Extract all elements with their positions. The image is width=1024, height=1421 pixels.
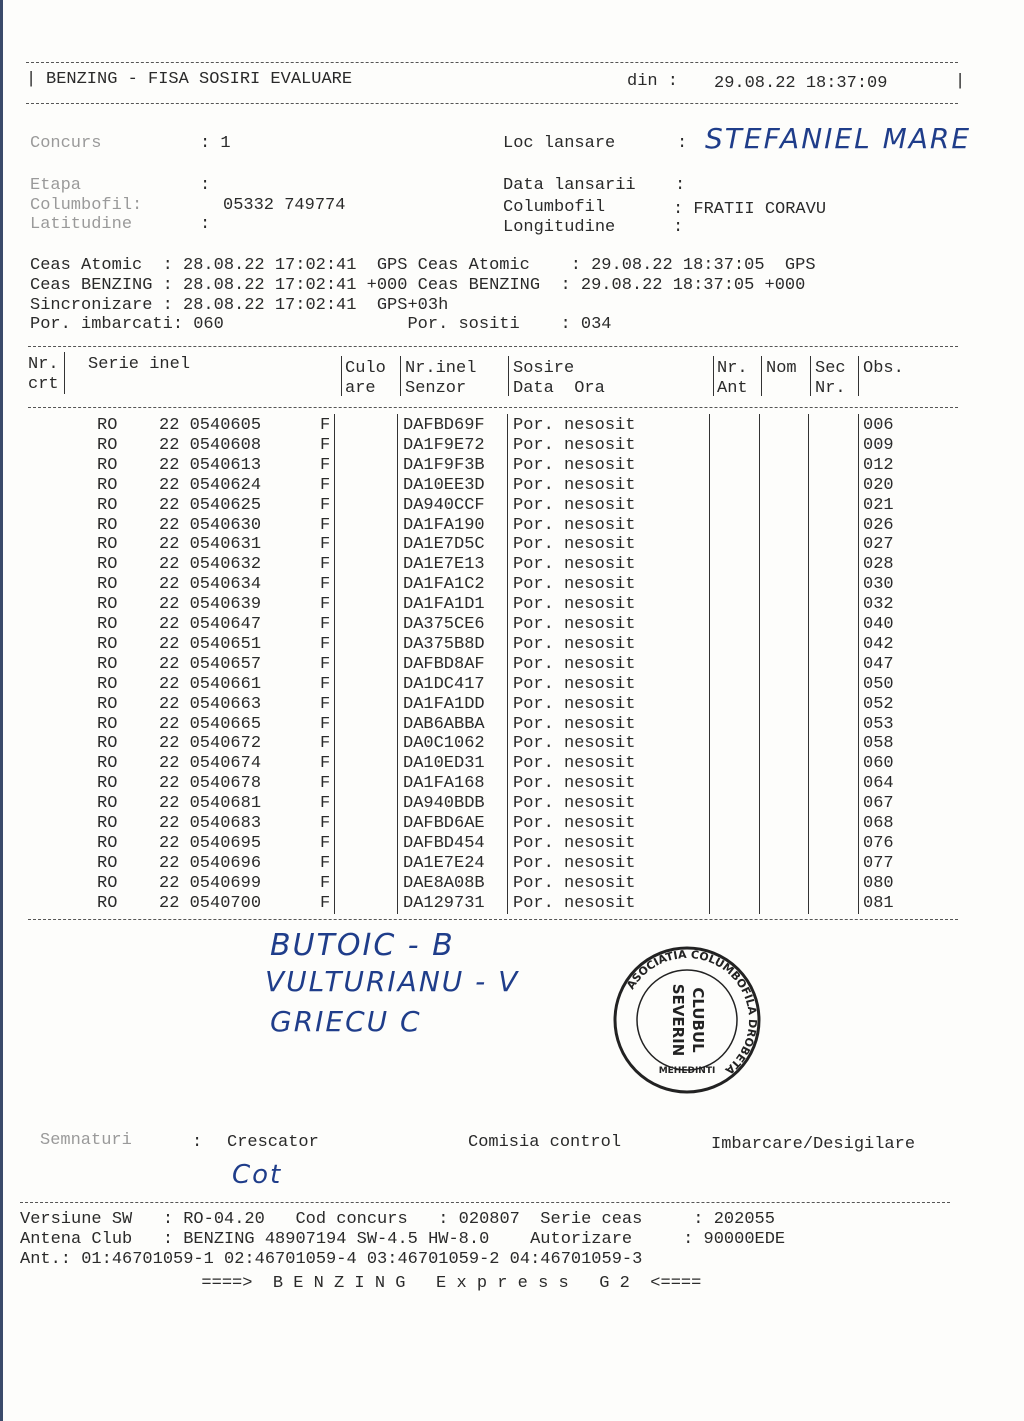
table-cell-arrival-status: Por. nesosit: [513, 833, 636, 853]
club-stamp: [612, 945, 762, 1095]
divider: [28, 919, 958, 920]
table-cell-country: RO: [97, 475, 118, 495]
table-cell-country: RO: [97, 435, 118, 455]
table-cell-sensor-id: DA1F9F3B: [403, 455, 485, 475]
table-cell-sensor-id: DA375CE6: [403, 615, 485, 634]
table-cell-sex: F: [320, 774, 331, 794]
table-cell-ring-series: 22 0540696: [159, 853, 262, 873]
table-cell-obs: 077: [863, 853, 894, 873]
semnaturi-colon: :: [192, 1133, 203, 1152]
table-cell-sensor-id: DAB6ABBA: [403, 714, 485, 734]
table-cell-sex: F: [320, 654, 331, 674]
table-cell-ring-series: 22 0540700: [159, 893, 262, 913]
table-cell-sensor-id: DA1FA1C2: [403, 575, 485, 595]
column-line: [858, 356, 859, 396]
table-cell-ring-series: 22 0540634: [159, 575, 262, 595]
table-cell-sensor-id: DA1FA1DD: [403, 694, 485, 714]
table-cell-arrival-status: Por. nesosit: [513, 814, 636, 833]
table-cell-arrival-status: Por. nesosit: [513, 575, 636, 595]
table-cell-arrival-status: Por. nesosit: [513, 515, 636, 535]
table-cell-sex: F: [320, 833, 331, 853]
table-cell-arrival-status: Por. nesosit: [513, 873, 636, 893]
column-line: [397, 414, 398, 914]
table-cell-sensor-id: DA1FA168: [403, 774, 485, 794]
concurs-label: Concurs: [30, 134, 102, 153]
column-line: [334, 414, 335, 914]
table-cell-ring-series: 22 0540699: [159, 873, 262, 893]
table-cell-obs: 058: [863, 734, 894, 754]
data-lansarii-label: Data lansarii: [503, 176, 636, 195]
table-cell-sex: F: [320, 794, 331, 814]
column-line: [761, 356, 762, 396]
table-cell-sensor-id: DA1DC417: [403, 674, 485, 694]
table-cell-country: RO: [97, 734, 118, 754]
latitudine-label: Latitudine: [30, 215, 133, 234]
table-cell-sensor-id: DA129731: [403, 893, 485, 913]
table-cell-sex: F: [320, 475, 331, 495]
header-nr-ant-2: Ant: [717, 379, 748, 398]
columbofil-value: : FRATII CORAVU: [673, 200, 827, 219]
header-are: are: [345, 379, 376, 398]
table-cell-sensor-id: DAFBD454: [403, 833, 485, 853]
table-cell-country: RO: [97, 495, 118, 515]
columbofil-code-value: 05332 749774: [223, 196, 346, 215]
table-cell-ring-series: 22 0540695: [159, 833, 262, 853]
table-cell-arrival-status: Por. nesosit: [513, 555, 636, 575]
column-line: [508, 356, 509, 396]
table-cell-sensor-id: DAE8A08B: [403, 873, 485, 893]
clock-line-atomic: Ceas Atomic : 28.08.22 17:02:41 GPS Ceas Atomic : 29.08.22 18:37:05 GPS: [30, 256, 816, 275]
table-cell-sex: F: [320, 575, 331, 595]
table-cell-obs: 021: [863, 495, 894, 515]
table-cell-obs: 040: [863, 615, 894, 634]
table-cell-sex: F: [320, 674, 331, 694]
etapa-label: Etapa: [30, 176, 82, 195]
table-cell-arrival-status: Por. nesosit: [513, 435, 636, 455]
table-cell-sex: F: [320, 873, 331, 893]
table-cell-ring-series: 22 0540605: [159, 416, 262, 435]
table-cell-obs: 076: [863, 833, 894, 853]
column-line: [808, 414, 809, 914]
table-cell-sensor-id: DA10ED31: [403, 754, 485, 774]
table-cell-ring-series: 22 0540657: [159, 654, 262, 674]
column-line: [400, 356, 401, 396]
table-cell-arrival-status: Por. nesosit: [513, 714, 636, 734]
table-cell-ring-series: 22 0540651: [159, 634, 262, 654]
table-cell-obs: 060: [863, 754, 894, 774]
imbarcare-label: Imbarcare/Desigilare: [711, 1135, 916, 1154]
clock-line-benzing: Ceas BENZING : 28.08.22 17:02:41 +000 Ceas BENZING : 29.08.22 18:37:05 +000: [30, 276, 806, 295]
table-cell-obs: 042: [863, 634, 894, 654]
table-cell-country: RO: [97, 555, 118, 575]
table-cell-obs: 027: [863, 535, 894, 555]
column-line: [341, 356, 342, 396]
handwritten-note: GRIECU C: [270, 1005, 422, 1038]
table-cell-country: RO: [97, 416, 118, 435]
table-cell-ring-series: 22 0540681: [159, 794, 262, 814]
table-cell-sex: F: [320, 416, 331, 435]
table-cell-sensor-id: DA10EE3D: [403, 475, 485, 495]
table-cell-country: RO: [97, 515, 118, 535]
comisia-control-label: Comisia control: [468, 1133, 622, 1152]
table-cell-ring-series: 22 0540608: [159, 435, 262, 455]
table-cell-arrival-status: Por. nesosit: [513, 893, 636, 913]
table-cell-sex: F: [320, 634, 331, 654]
table-cell-arrival-status: Por. nesosit: [513, 495, 636, 515]
table-cell-ring-series: 22 0540674: [159, 754, 262, 774]
footer-line-ant: Ant.: 01:46701059-1 02:46701059-4 03:46701059-2 04:46701059-3: [20, 1250, 643, 1269]
table-cell-obs: 050: [863, 674, 894, 694]
table-cell-obs: 052: [863, 694, 894, 714]
footer-line-antenna: Antena Club : BENZING 48907194 SW-4.5 HW-8.0 Autorizare : 90000EDE: [20, 1230, 786, 1249]
header-nr: Nr.: [28, 355, 59, 374]
column-line: [507, 414, 508, 914]
table-cell-sex: F: [320, 615, 331, 634]
latitudine-value: :: [200, 215, 211, 234]
table-cell-sex: F: [320, 455, 331, 475]
table-cell-ring-series: 22 0540661: [159, 674, 262, 694]
crescator-signature: Cot: [232, 1160, 283, 1190]
table-cell-sensor-id: DAFBD8AF: [403, 654, 485, 674]
table-cell-ring-series: 22 0540683: [159, 814, 262, 833]
header-culo: Culo: [345, 359, 386, 378]
table-cell-obs: 068: [863, 814, 894, 833]
table-cell-country: RO: [97, 455, 118, 475]
column-line: [759, 414, 760, 914]
table-cell-obs: 067: [863, 794, 894, 814]
stamp-outer-text: ASOCIATIA COLUMBOFILA DROBETA: [624, 947, 760, 1078]
divider: [26, 62, 958, 63]
table-cell-country: RO: [97, 615, 118, 634]
table-cell-country: RO: [97, 814, 118, 833]
table-cell-sensor-id: DA375B8D: [403, 634, 485, 654]
table-cell-sensor-id: DA1E7E24: [403, 853, 485, 873]
data-lansarii-value: :: [675, 176, 686, 195]
din-label: din :: [627, 72, 679, 91]
table-cell-arrival-status: Por. nesosit: [513, 416, 636, 435]
table-cell-obs: 081: [863, 893, 894, 913]
table-cell-sex: F: [320, 714, 331, 734]
table-cell-sex: F: [320, 734, 331, 754]
divider: [28, 346, 958, 347]
table-cell-arrival-status: Por. nesosit: [513, 535, 636, 555]
table-cell-ring-series: 22 0540639: [159, 595, 262, 615]
table-cell-arrival-status: Por. nesosit: [513, 674, 636, 694]
table-cell-arrival-status: Por. nesosit: [513, 634, 636, 654]
table-cell-ring-series: 22 0540632: [159, 555, 262, 575]
loc-lansare-colon: :: [677, 134, 688, 153]
table-cell-country: RO: [97, 535, 118, 555]
table-cell-obs: 030: [863, 575, 894, 595]
table-cell-sex: F: [320, 595, 331, 615]
columbofil-label: Columbofil: [503, 198, 606, 217]
header-senzor: Senzor: [405, 379, 467, 398]
divider: [28, 407, 958, 408]
table-cell-sex: F: [320, 814, 331, 833]
header-serie-inel: Serie inel: [88, 355, 191, 374]
table-cell-ring-series: 22 0540678: [159, 774, 262, 794]
table-cell-obs: 006: [863, 416, 894, 435]
table-cell-obs: 053: [863, 714, 894, 734]
column-line: [858, 414, 859, 914]
etapa-value: :: [200, 176, 211, 195]
table-cell-obs: 012: [863, 455, 894, 475]
column-line: [810, 356, 811, 396]
stamp-inner-1: CLUBUL: [689, 987, 707, 1053]
table-cell-obs: 047: [863, 654, 894, 674]
divider: [20, 1202, 950, 1203]
table-cell-arrival-status: Por. nesosit: [513, 455, 636, 475]
table-cell-obs: 064: [863, 774, 894, 794]
box-edge: |: [955, 72, 966, 91]
table-cell-ring-series: 22 0540625: [159, 495, 262, 515]
table-cell-country: RO: [97, 774, 118, 794]
table-cell-sensor-id: DA1F9E72: [403, 435, 485, 455]
scan-edge: [0, 0, 3, 1421]
table-cell-arrival-status: Por. nesosit: [513, 774, 636, 794]
table-cell-ring-series: 22 0540647: [159, 615, 262, 634]
column-line: [64, 352, 65, 394]
clock-line-sync: Sincronizare : 28.08.22 17:02:41 GPS+03h: [30, 296, 449, 315]
header-sosire: Sosire: [513, 359, 575, 378]
table-cell-obs: 026: [863, 515, 894, 535]
table-cell-ring-series: 22 0540631: [159, 535, 262, 555]
table-cell-country: RO: [97, 893, 118, 913]
loc-lansare-label: Loc lansare: [503, 134, 616, 153]
table-cell-sensor-id: DAFBD69F: [403, 416, 485, 435]
table-cell-country: RO: [97, 853, 118, 873]
box-edge: |: [26, 70, 37, 89]
longitudine-value: :: [673, 218, 684, 237]
table-cell-obs: 020: [863, 475, 894, 495]
table-cell-arrival-status: Por. nesosit: [513, 654, 636, 674]
document-title: BENZING - FISA SOSIRI EVALUARE: [46, 70, 353, 89]
table-cell-obs: 032: [863, 595, 894, 615]
table-cell-country: RO: [97, 794, 118, 814]
table-cell-sensor-id: DA0C1062: [403, 734, 485, 754]
stamp-bottom-text: MEHEDINTI: [658, 1066, 716, 1076]
table-cell-sex: F: [320, 754, 331, 774]
table-cell-sex: F: [320, 535, 331, 555]
longitudine-label: Longitudine: [503, 218, 616, 237]
table-cell-ring-series: 22 0540665: [159, 714, 262, 734]
table-cell-sensor-id: DA1E7D5C: [403, 535, 485, 555]
table-cell-country: RO: [97, 833, 118, 853]
handwritten-note: VULTURIANU - V: [265, 965, 520, 998]
table-cell-sensor-id: DA1E7E13: [403, 555, 485, 575]
print-datetime: 29.08.22 18:37:09: [714, 74, 888, 93]
table-cell-sensor-id: DA940BDB: [403, 794, 485, 814]
header-sec-1: Sec: [815, 359, 846, 378]
table-cell-country: RO: [97, 575, 118, 595]
table-cell-sensor-id: DA1FA1D1: [403, 595, 485, 615]
table-cell-ring-series: 22 0540630: [159, 515, 262, 535]
table-cell-obs: 080: [863, 873, 894, 893]
header-crt: crt: [28, 375, 59, 394]
table-cell-ring-series: 22 0540624: [159, 475, 262, 495]
table-cell-country: RO: [97, 873, 118, 893]
table-cell-sensor-id: DA1FA190: [403, 515, 485, 535]
table-cell-country: RO: [97, 714, 118, 734]
concurs-value: : 1: [200, 134, 231, 153]
table-cell-country: RO: [97, 634, 118, 654]
table-cell-arrival-status: Por. nesosit: [513, 794, 636, 814]
table-cell-country: RO: [97, 595, 118, 615]
columbofil-code-label: Columbofil:: [30, 196, 143, 215]
table-cell-obs: 028: [863, 555, 894, 575]
table-cell-sex: F: [320, 435, 331, 455]
table-cell-sex: F: [320, 515, 331, 535]
table-cell-arrival-status: Por. nesosit: [513, 694, 636, 714]
table-cell-sex: F: [320, 555, 331, 575]
table-cell-arrival-status: Por. nesosit: [513, 615, 636, 634]
table-cell-arrival-status: Por. nesosit: [513, 475, 636, 495]
table-cell-sex: F: [320, 495, 331, 515]
header-nom: Nom: [766, 359, 797, 378]
table-cell-arrival-status: Por. nesosit: [513, 734, 636, 754]
table-cell-country: RO: [97, 754, 118, 774]
footer-line-version: Versiune SW : RO-04.20 Cod concurs : 020807 Serie ceas : 202055: [20, 1210, 775, 1229]
table-cell-country: RO: [97, 674, 118, 694]
table-cell-sensor-id: DAFBD6AE: [403, 814, 485, 833]
table-cell-ring-series: 22 0540663: [159, 694, 262, 714]
header-data-ora: Data Ora: [513, 379, 605, 398]
table-cell-sex: F: [320, 694, 331, 714]
loc-lansare-handwritten: STEFANIEL MARE: [705, 122, 972, 155]
column-line: [713, 356, 714, 396]
crescator-label: Crescator: [227, 1133, 319, 1152]
table-cell-obs: 009: [863, 435, 894, 455]
table-cell-country: RO: [97, 654, 118, 674]
divider: [26, 103, 958, 104]
table-cell-arrival-status: Por. nesosit: [513, 754, 636, 774]
header-nr-ant-1: Nr.: [717, 359, 748, 378]
handwritten-note: BUTOIC - B: [270, 928, 455, 963]
table-cell-country: RO: [97, 694, 118, 714]
table-cell-ring-series: 22 0540672: [159, 734, 262, 754]
stamp-inner-2: SEVERIN: [669, 983, 687, 1057]
pigeon-counts: Por. imbarcati: 060 Por. sositi : 034: [30, 315, 612, 334]
footer-banner: ====> B E N Z I N G E x p r e s s G 2 <====: [130, 1274, 702, 1293]
table-cell-sensor-id: DA940CCF: [403, 495, 485, 515]
header-sec-2: Nr.: [815, 379, 846, 398]
header-nr-inel: Nr.inel: [405, 359, 477, 378]
table-cell-sex: F: [320, 893, 331, 913]
column-line: [709, 414, 710, 914]
table-cell-sex: F: [320, 853, 331, 873]
semnaturi-label: Semnaturi: [40, 1131, 132, 1150]
header-obs: Obs.: [863, 359, 904, 378]
table-cell-ring-series: 22 0540613: [159, 455, 262, 475]
table-cell-arrival-status: Por. nesosit: [513, 595, 636, 615]
table-cell-arrival-status: Por. nesosit: [513, 853, 636, 873]
